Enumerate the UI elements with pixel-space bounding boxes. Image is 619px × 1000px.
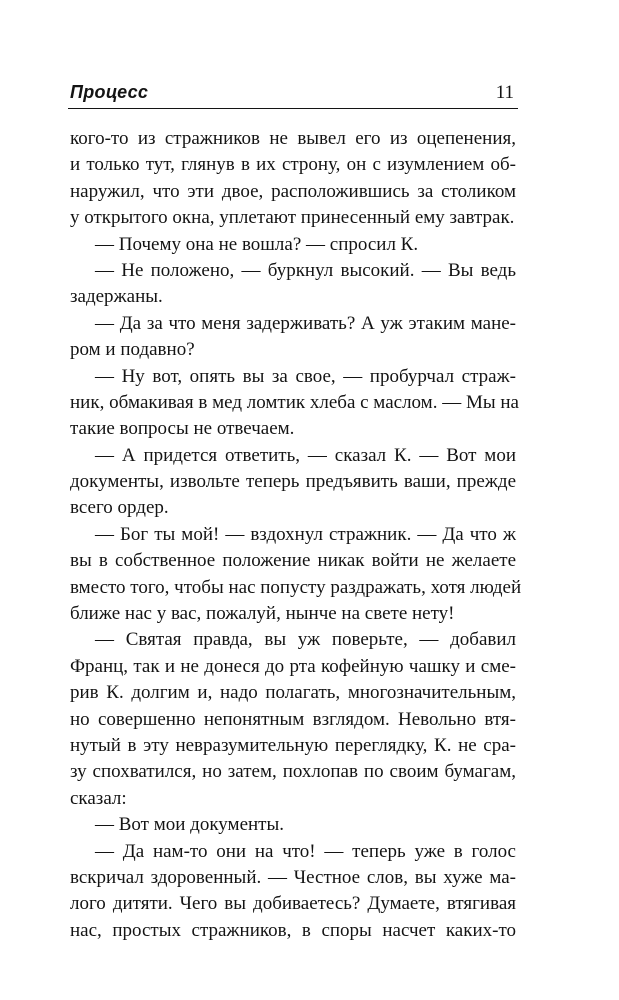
text-line: зу спохватился, но затем, похлопав по своим бумагам, — [70, 761, 516, 783]
text-line: — А придется ответить, — сказал К. — Вот мои — [95, 444, 516, 466]
text-line: кого-то из стражников не вывел его из оцепенения, — [70, 128, 516, 149]
text-line: но совершенно непонятным взглядом. Невольно втя- — [70, 708, 516, 730]
text-line: — Ну вот, опять вы за свое, — пробурчал страж- — [95, 365, 516, 387]
text-line: вместо того, чтобы нас попусту раздражать, хотя людей — [70, 576, 522, 598]
text-line: такие вопросы не отвечаем. — [70, 418, 295, 440]
text-line: ром и подавно? — [70, 339, 195, 361]
header-rule — [68, 108, 518, 109]
text-line: нас, простых стражников, в споры насчет каких-то — [70, 919, 516, 941]
text-line: нутый в эту невразумительную переглядку, К. не сра- — [70, 734, 516, 756]
text-line: у открытого окна, уплетают принесенный ему завтрак. — [70, 207, 515, 229]
text-line: сказал: — [70, 787, 127, 809]
text-line: Франц, так и не донеся до рта кофейную чашку и сме- — [70, 655, 516, 677]
text-line: и только тут, глянув в их строну, он с изумлением об- — [70, 154, 516, 176]
text-line: вскричал здоровенный. — Честное слов, вы хуже ма- — [70, 866, 516, 888]
text-line: документы, извольте теперь предъявить ваши, прежде — [70, 471, 516, 493]
text-line: — Святая правда, вы уж поверьте, — добавил — [95, 629, 516, 651]
running-title: Процесс — [70, 82, 149, 102]
text-line: — Вот мои документы. — [95, 814, 284, 836]
text-line: — Почему она не вошла? — спросил К. — [95, 233, 419, 255]
text-line: рив К. долгим и, надо полагать, многозначительным, — [70, 682, 516, 704]
text-line: — Да за что меня задерживать? А уж этаким мане- — [95, 312, 516, 334]
text-line: — Не положено, — буркнул высокий. — Вы ведь — [95, 259, 516, 281]
text-line: — Да нам-то они на что! — теперь уже в голос — [95, 840, 516, 862]
text-line: вы в собственное положение никак войти не желаете — [70, 550, 516, 572]
text-line: лого дитяти. Чего вы добиваетесь? Думаете, втягивая — [70, 893, 516, 915]
text-line: ближе нас у вас, пожалуй, нынче на свете нету! — [70, 603, 455, 625]
text-line: всего ордер. — [70, 497, 169, 519]
body-text — [70, 126, 522, 944]
text-line: ник, обмакивая в мед ломтик хлеба с маслом. — Мы на — [70, 391, 519, 413]
text-line: наружил, что эти двое, расположившись за столиком — [70, 180, 516, 202]
page-number: 11 — [495, 82, 514, 103]
text-line: задержаны. — [70, 286, 163, 308]
text-line: — Бог ты мой! — вздохнул стражник. — Да что ж — [95, 523, 516, 545]
running-header — [70, 80, 516, 110]
